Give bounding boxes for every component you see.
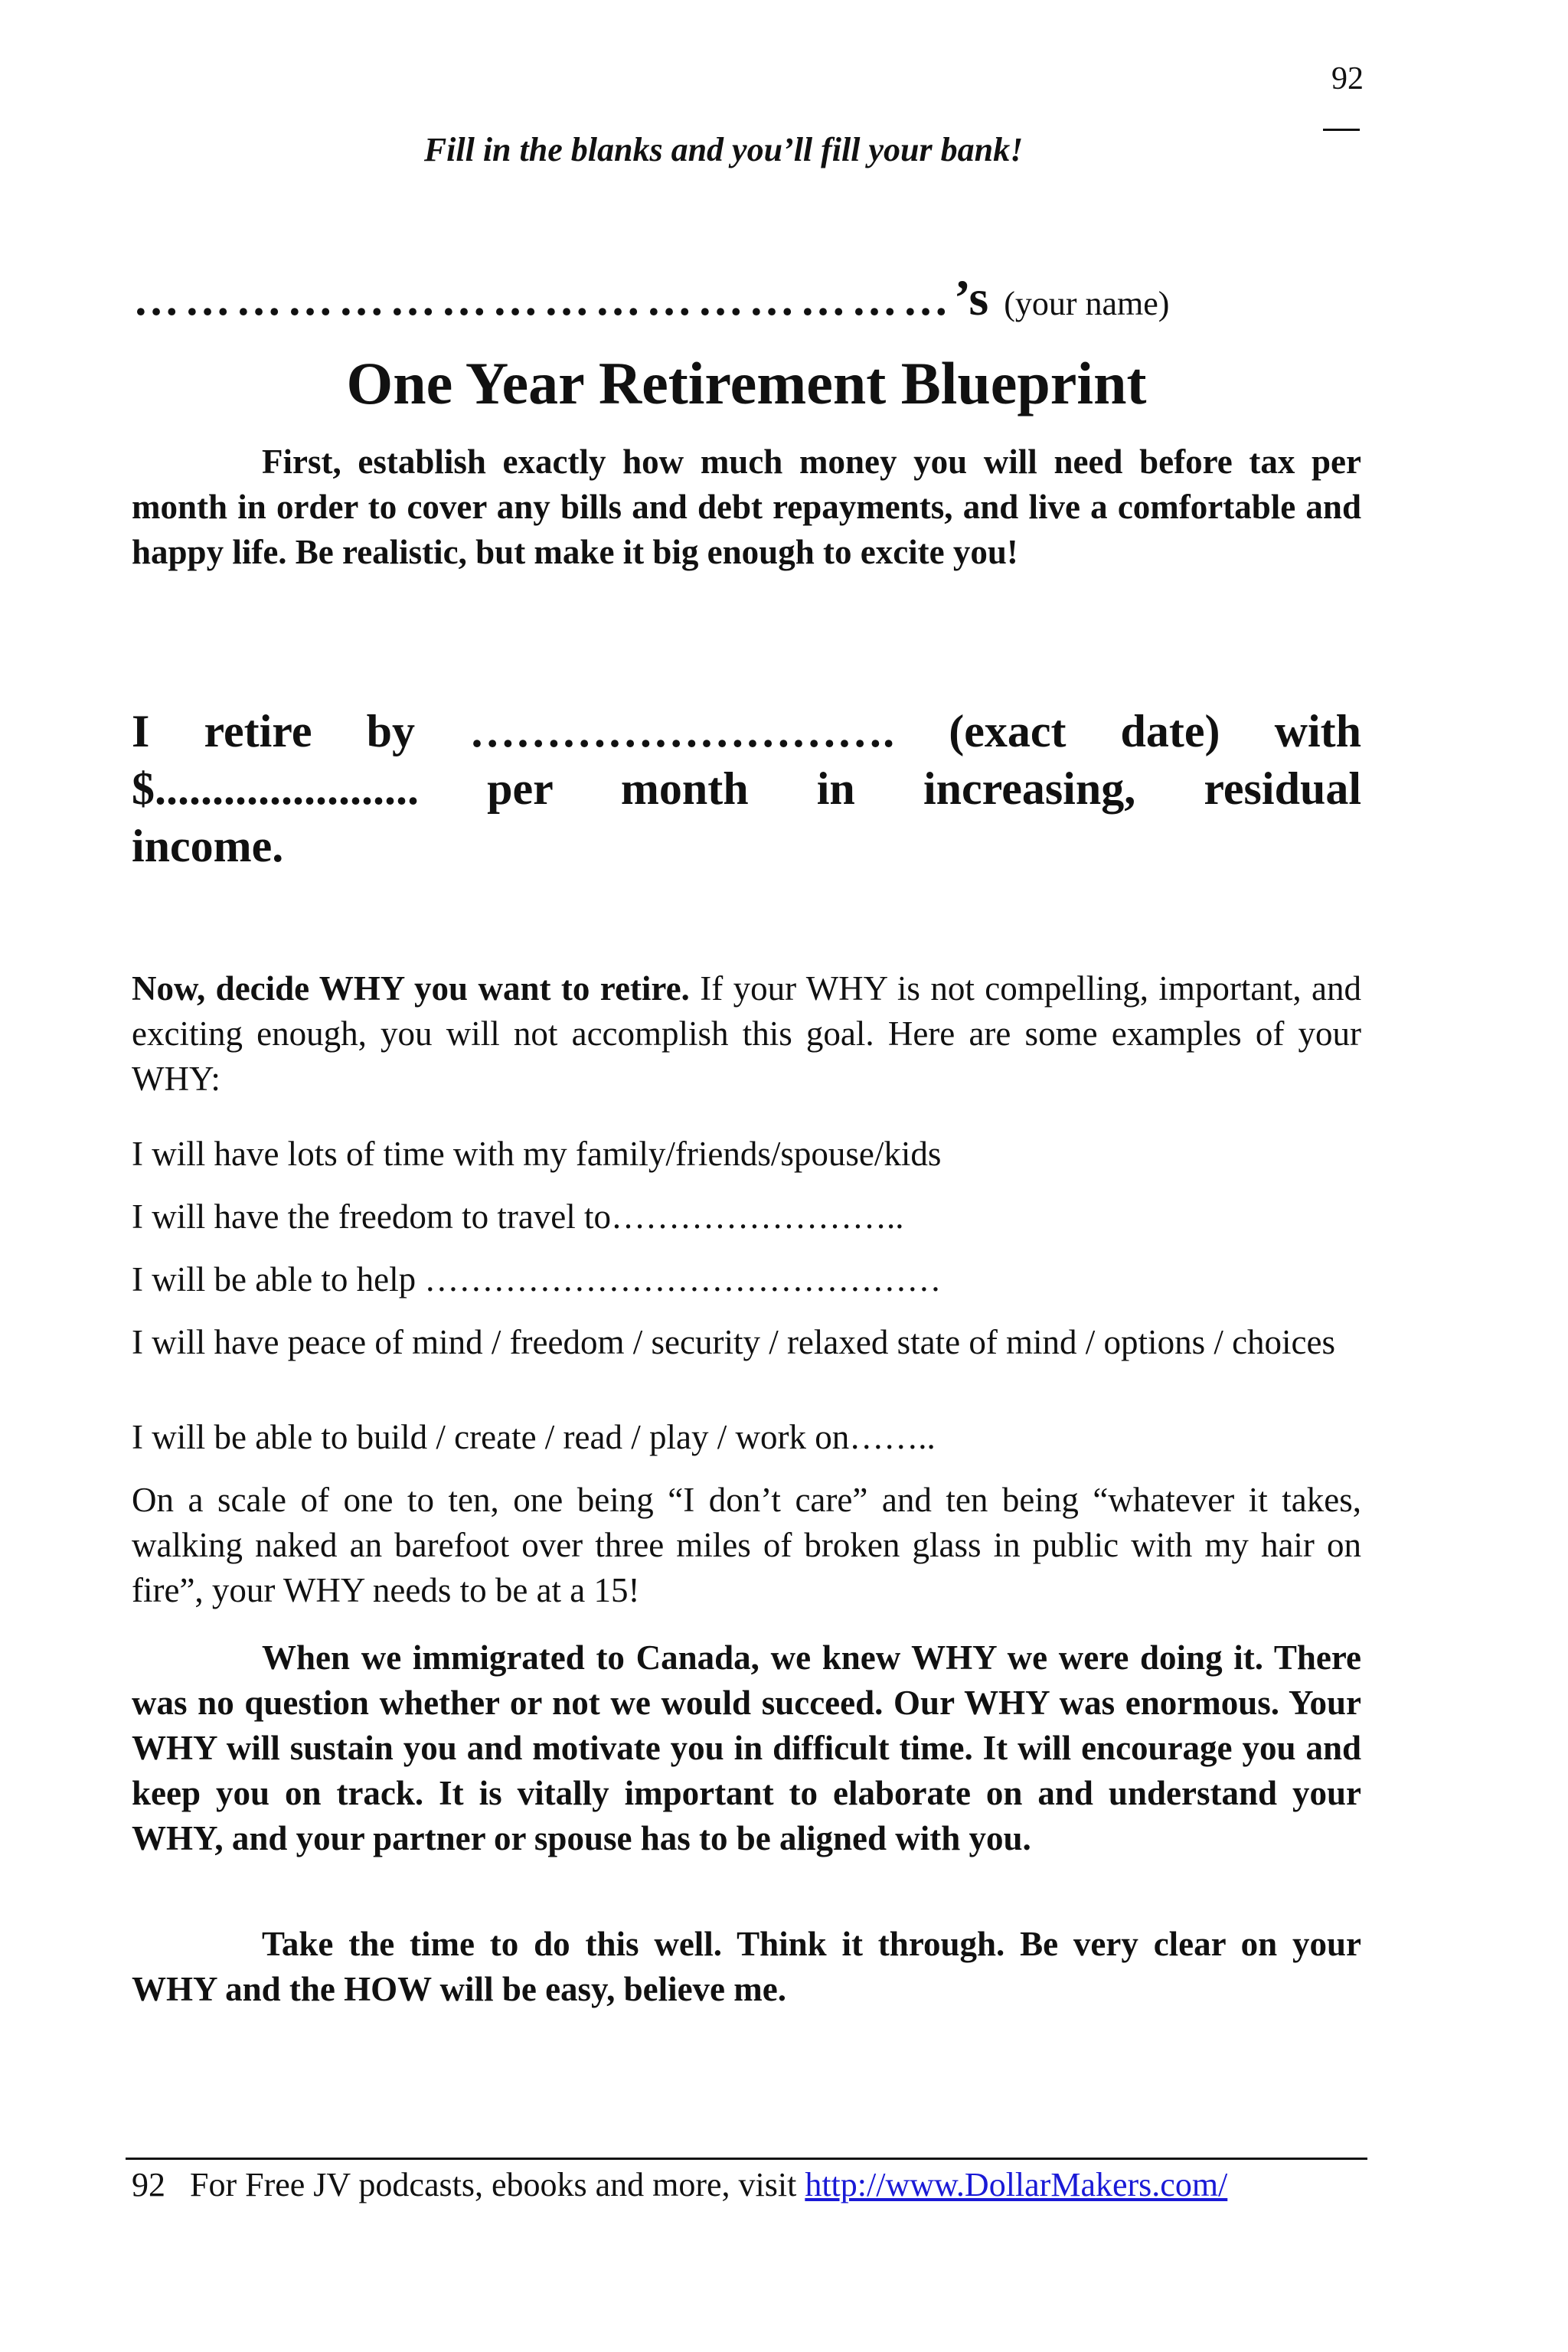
page-footer: [132, 2164, 1403, 2207]
footer-website-link[interactable]: http://www.DollarMakers.com/: [805, 2166, 1228, 2203]
retire-line-2: $....................... per month in increasing, residual: [132, 763, 1361, 814]
name-possessive: ’s: [954, 270, 989, 326]
retire-statement: [132, 703, 1361, 875]
why-scale-paragraph: On a scale of one to ten, one being “I don’t care” and ten being “whatever it takes, walking naked an barefoot over three miles of broken glass in public with my hair on fire”, your WHY needs to be at a 15!: [132, 1481, 1361, 1609]
footer-rule: [126, 2158, 1367, 2160]
why-example-4: I will have peace of mind / freedom / security / relaxed state of mind / options / choices: [132, 1323, 1336, 1361]
closing-paragraph: Take the time to do this well. Think it through. Be very clear on your WHY and the HOW will be easy, believe me.: [132, 1925, 1361, 2008]
why-lead-text: If your WHY is not compelling, important, and exciting enough, you will not accomplish this goal. Here are some examples of your WHY:: [132, 969, 1362, 1098]
why-example-3: I will be able to help ………………………………………: [132, 1260, 942, 1298]
why-lead-bold: Now, decide WHY you want to retire.: [132, 969, 690, 1008]
footer-text: For Free JV podcasts, ebooks and more, visit: [190, 2166, 805, 2203]
page-tagline: Fill in the blanks and you’ll fill your bank!: [423, 131, 1024, 168]
name-blank: …………………………………………: [133, 274, 954, 325]
why-example-5: I will be able to build / create / read / play / work on……..: [132, 1418, 936, 1456]
footer-page-number: 92: [132, 2166, 165, 2203]
intro-paragraph: First, establish exactly how much money you will need before tax per month in order to cover any bills and debt repayments, and live a comfortable and happy life. Be realistic, but make it big enough to excite you!: [132, 443, 1361, 571]
immigration-paragraph: When we immigrated to Canada, we knew WHY we were doing it. There was no question whether or not we would succeed. Our WHY was enormous. Your WHY will sustain you and motivate you in difficult time. It will encourage you and keep you on track. It is vitally important to elaborate on and understand your WHY, and your partner or spouse has to be aligned with you.: [132, 1638, 1361, 1857]
why-example-1: I will have lots of time with my family/friends/spouse/kids: [132, 1135, 942, 1173]
page-number: 92: [1331, 61, 1364, 96]
retire-line-3: income.: [132, 821, 284, 871]
why-example-2: I will have the freedom to travel to……………………..: [132, 1197, 904, 1236]
why-lead-paragraph: [132, 966, 1361, 1102]
name-hint: (your name): [1004, 285, 1170, 322]
retire-line-1: I retire by ………………………. (exact date) with: [132, 706, 1361, 756]
name-fill-line: [133, 270, 1435, 328]
page-title: One Year Retirement Blueprint: [346, 350, 1147, 416]
